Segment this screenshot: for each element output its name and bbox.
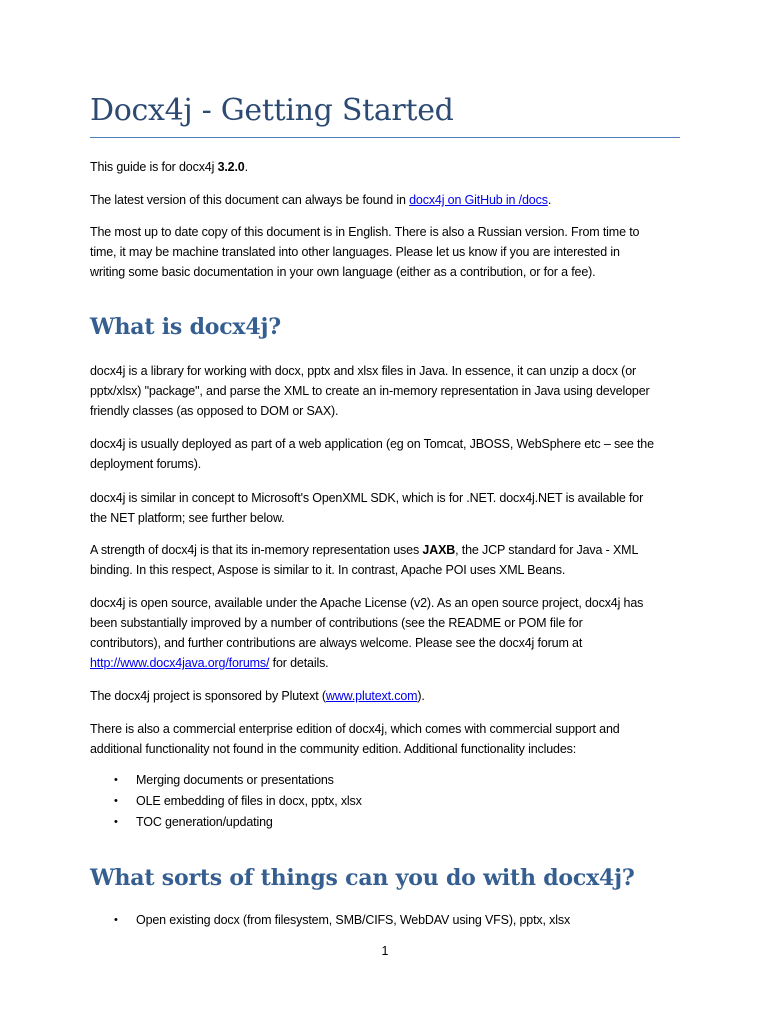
jaxb-term: JAXB bbox=[422, 543, 456, 557]
version-paragraph bbox=[90, 157, 680, 177]
paragraph-line: been substantially improved by a number of contributions (see the README or POM file for bbox=[90, 616, 583, 630]
page-number: 1 bbox=[381, 944, 389, 958]
heading-what-sorts: What sorts of things can you do with docx4j? bbox=[90, 865, 635, 891]
forums-suffix: for details. bbox=[269, 656, 329, 670]
sponsor-suffix: ). bbox=[417, 689, 425, 703]
paragraph-line: the NET platform; see further below. bbox=[90, 511, 285, 525]
paragraph-line: binding. In this respect, Aspose is similar to it. In contrast, Apache POI uses XML Beans. bbox=[90, 563, 566, 577]
jaxb-suffix: , the JCP standard for Java - XML bbox=[455, 543, 639, 557]
what-is-paragraph-7 bbox=[90, 719, 680, 759]
what-is-paragraph-1 bbox=[90, 361, 680, 421]
paragraph-line: writing some basic documentation in your own language (either as a contribution, or for a fee). bbox=[90, 265, 596, 279]
document-title: Docx4j - Getting Started bbox=[90, 93, 454, 128]
list-item bbox=[90, 791, 680, 812]
paragraph-line: There is also a commercial enterprise edition of docx4j, which comes with commercial support and bbox=[90, 722, 620, 736]
what-is-paragraph-4 bbox=[90, 540, 680, 580]
jaxb-prefix: A strength of docx4j is that its in-memory representation uses bbox=[90, 543, 423, 557]
list-item bbox=[90, 770, 680, 791]
list-item-text: Merging documents or presentations bbox=[136, 773, 334, 787]
enterprise-features-list bbox=[90, 770, 680, 833]
list-item-text: TOC generation/updating bbox=[136, 815, 273, 829]
what-is-paragraph-5 bbox=[90, 593, 680, 673]
bullet-icon: • bbox=[114, 914, 118, 926]
paragraph-line: time, it may be machine translated into other languages. Please let us know if you are interested in bbox=[90, 245, 620, 259]
paragraph-line: docx4j is open source, available under the Apache License (v2). As an open source project, docx4j has bbox=[90, 596, 644, 610]
paragraph-line: friendly classes (as opposed to DOM or SAX). bbox=[90, 404, 339, 418]
list-item bbox=[90, 910, 680, 931]
paragraph-line: deployment forums). bbox=[90, 457, 202, 471]
paragraph-line: pptx/xlsx) "package", and parse the XML to create an in-memory representation in Java using developer bbox=[90, 384, 650, 398]
paragraph-line: docx4j is similar in concept to Microsoft's OpenXML SDK, which is for .NET. docx4j.NET is available for bbox=[90, 491, 644, 505]
version-prefix: This guide is for docx4j bbox=[90, 160, 218, 174]
heading-what-is: What is docx4j? bbox=[90, 314, 281, 340]
language-paragraph bbox=[90, 222, 680, 282]
what-is-paragraph-3 bbox=[90, 488, 680, 528]
latest-suffix: . bbox=[547, 193, 552, 207]
version-suffix: . bbox=[244, 160, 248, 174]
what-is-paragraph-6 bbox=[90, 686, 680, 706]
plutext-link[interactable]: www.plutext.com bbox=[325, 689, 418, 703]
latest-prefix: The latest version of this document can always be found in bbox=[90, 193, 410, 207]
forums-link[interactable]: http://www.docx4java.org/forums/ bbox=[90, 656, 270, 670]
paragraph-line: docx4j is a library for working with docx, pptx and xlsx files in Java. In essence, it can unzip a docx (or bbox=[90, 364, 637, 378]
list-item bbox=[90, 812, 680, 833]
github-docs-link[interactable]: docx4j on GitHub in /docs bbox=[409, 193, 548, 207]
paragraph-line: The most up to date copy of this document is in English. There is also a Russian version. From time to bbox=[90, 225, 640, 239]
paragraph-line: additional functionality not found in the community edition. Additional functionality includes: bbox=[90, 742, 577, 756]
version-number: 3.2.0 bbox=[217, 160, 245, 174]
list-item-text: Open existing docx (from filesystem, SMB/CIFS, WebDAV using VFS), pptx, xlsx bbox=[136, 913, 571, 927]
latest-version-paragraph bbox=[90, 190, 680, 210]
bullet-icon: • bbox=[114, 795, 118, 807]
what-is-paragraph-2 bbox=[90, 434, 680, 474]
title-underline-rule bbox=[90, 137, 680, 138]
bullet-icon: • bbox=[114, 774, 118, 786]
sponsor-prefix: The docx4j project is sponsored by Plutext ( bbox=[90, 689, 326, 703]
capabilities-list bbox=[90, 910, 680, 931]
bullet-icon: • bbox=[114, 816, 118, 828]
paragraph-line: contributors), and further contributions are always welcome. Please see the docx4j forum at bbox=[90, 636, 583, 650]
list-item-text: OLE embedding of files in docx, pptx, xlsx bbox=[136, 794, 362, 808]
paragraph-line: docx4j is usually deployed as part of a web application (eg on Tomcat, JBOSS, WebSphere etc – see the bbox=[90, 437, 654, 451]
